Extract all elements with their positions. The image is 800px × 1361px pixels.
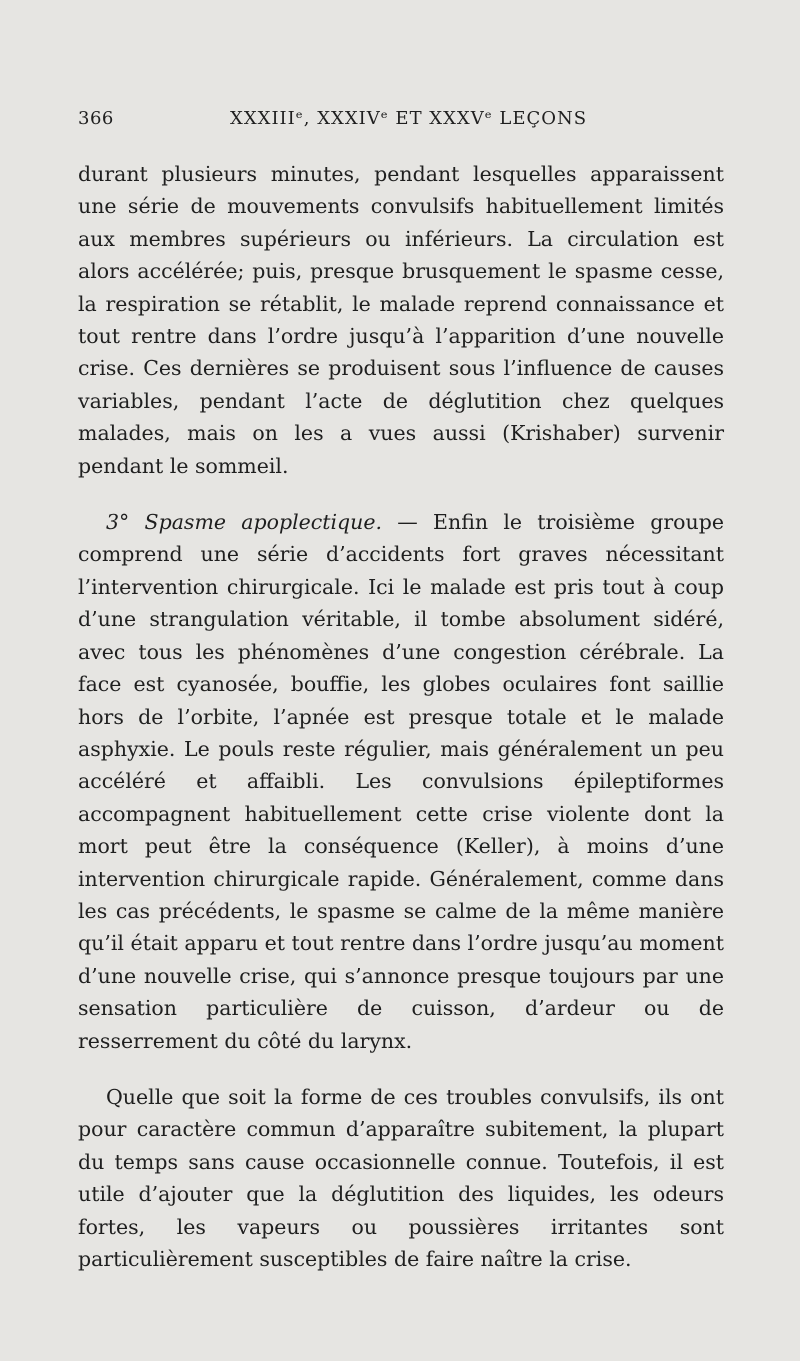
- section-label: 3° Spasme apoplectique.: [106, 510, 383, 535]
- page-header: [78, 108, 728, 138]
- paragraph-conclusion: Quelle que soit la forme de ces troubles convulsifs, ils ont pour caractère commun d’apparaître subitement, la plupart du temps sans cause occasionnelle connue. Toutefois, il est utile d’ajouter que la déglutition des liquides, les odeurs fortes, les vapeurs ou poussières irritantes sont particulièrement susceptibles de faire naître la crise.: [78, 1084, 724, 1271]
- body-text: [78, 158, 724, 1275]
- running-title: XXXIIIᵉ, XXXIVᵉ ET XXXVᵉ LEÇONS: [230, 108, 588, 129]
- paragraph-spasme-apoplectique: [78, 506, 724, 1057]
- page-number: 366: [78, 108, 114, 129]
- paragraph-body: — Enfin le troisième groupe comprend une série d’accidents fort graves nécessitant l’intervention chirurgicale. Ici le malade est pris tout à coup d’une strangulation véritable, il tombe absolument sidéré, avec tous les phénomènes d’une congestion cérébrale. La face est cyanosée, bouffie, les globes oculaires font saillie hors de l’orbite, l’apnée est presque totale et le malade asphyxie. Le pouls reste régulier, mais généralement un peu accéléré et affaibli. Les convulsions épileptiformes accompagnent habituellement cette crise violente dont la mort peut être la conséquence (Keller), à moins d’une intervention chirurgicale rapide. Généralement, comme dans les cas précédents, le spasme se calme de la même manière qu’il était apparu et tout rentre dans l’ordre jusqu’au moment d’une nouvelle crise, qui s’annonce presque toujours par une sensation particulière de cuisson, d’ardeur ou de resserrement du côté du larynx.: [78, 510, 724, 1053]
- paragraph-continuation: durant plusieurs minutes, pendant lesquelles apparaissent une série de mouvements convulsifs habituellement limités aux membres supérieurs ou inférieurs. La circulation est alors accélérée; puis, presque brusquement le spasme cesse, la respiration se rétablit, le malade reprend connaissance et tout rentre dans l’ordre jusqu’à l’apparition d’une nouvelle crise. Ces dernières se produisent sous l’influence de causes variables, pendant l’acte de déglutition chez quelques malades, mais on les a vues aussi (Krishaber) survenir pendant le sommeil.: [78, 162, 724, 478]
